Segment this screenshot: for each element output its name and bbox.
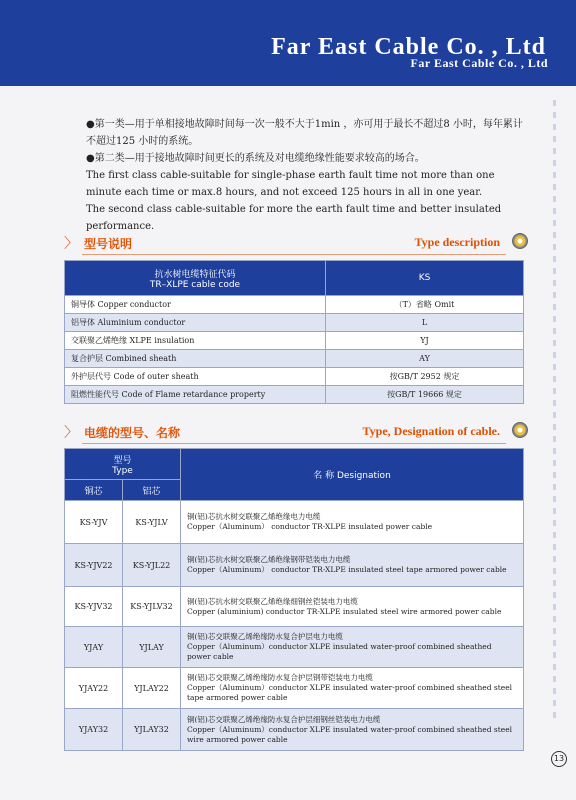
disc-icon [512, 233, 528, 249]
cell-designation [181, 501, 524, 544]
designation-zh: 铜(铝)芯抗水树交联聚乙烯绝缘电力电缆 [187, 512, 321, 521]
table-row [65, 501, 524, 544]
cell-designation [181, 627, 524, 668]
cell-aluminum-type: KS-YJLV [123, 501, 181, 544]
row-code: 按GB/T 19666 规定 [326, 386, 524, 404]
row-name: 阻燃性能代号 Code of Flame retardance property [65, 386, 326, 404]
row-code: （T）省略 Omit [326, 296, 524, 314]
header-copper: 铜芯 [65, 480, 123, 501]
designation-zh: 铜(铝)芯抗水树交联聚乙烯绝缘钢带铠装电力电缆 [187, 555, 351, 564]
table-header-row [65, 449, 524, 480]
decorative-stripe [553, 100, 556, 720]
table-header-row [65, 261, 524, 296]
designation-table [64, 448, 524, 751]
cell-designation [181, 709, 524, 751]
table-row [65, 350, 524, 368]
intro-text [86, 116, 526, 235]
header-code-value: KS [326, 261, 524, 296]
table-row [65, 332, 524, 350]
row-code: YJ [326, 332, 524, 350]
intro-class-two-zh: ●第二类—用于接地故障时间更长的系统及对电缆绝缘性能要求较高的场合。 [86, 153, 425, 164]
designation-en: Copper (aluminium) conductor TR-XLPE insulated steel wire armored power cable [187, 606, 502, 616]
intro-class-one-zh: ●第一类—用于单相接地故障时间每一次一般不大于1min ，亦可用于最长不超过8 小时，每年累计不超过125 小时的系统。 [86, 119, 523, 147]
row-name: 交联聚乙烯绝缘 XLPE insulation [65, 332, 326, 350]
row-code: L [326, 314, 524, 332]
table-row [65, 544, 524, 587]
type-description-table [64, 260, 524, 404]
designation-en: Copper（Aluminum）conductor XLPE insulated water-proof combined sheathed power cable [187, 642, 492, 661]
table-row [65, 386, 524, 404]
cell-copper-type: KS-YJV32 [65, 587, 123, 627]
page-header [0, 0, 576, 86]
row-name: 复合护层 Combined sheath [65, 350, 326, 368]
designation-zh: 铜(铝)芯交联聚乙烯绝缘防水复合护层电力电缆 [187, 632, 343, 641]
company-title: Far East Cable Co. , Ltd [271, 34, 546, 60]
cell-designation [181, 544, 524, 587]
table-row [65, 627, 524, 668]
header-cable-code-zh: 抗水树电缆特征代码 [154, 269, 236, 280]
table-row [65, 314, 524, 332]
designation-zh: 铜(铝)芯抗水树交联聚乙烯绝缘细钢丝铠装电力电缆 [187, 596, 358, 606]
header-cable-code-en: TR–XLPE cable code [149, 279, 241, 290]
cell-designation [181, 668, 524, 709]
section-title-en: Type, Designation of cable. [362, 424, 500, 438]
company-subtitle: Far East Cable Co. , Ltd [410, 56, 548, 70]
section-type-description [64, 234, 510, 254]
header-cable-code [65, 261, 326, 296]
cell-aluminum-type: YJLAY32 [123, 709, 181, 751]
section-underline [82, 443, 506, 444]
cell-aluminum-type: KS-YJLV32 [123, 587, 181, 627]
table-row [65, 296, 524, 314]
header-type [65, 449, 181, 480]
cell-designation [181, 587, 524, 627]
section-title-zh: 型号说明 [84, 237, 133, 251]
row-name: 外护层代号 Code of outer sheath [65, 368, 326, 386]
cell-copper-type: YJAY [65, 627, 123, 668]
section-title-zh: 电缆的型号、名称 [84, 426, 181, 440]
header-type-en: Type [112, 465, 133, 476]
chevron-right-icon: 〉 [64, 425, 78, 441]
section-underline [82, 254, 506, 255]
table-row [65, 668, 524, 709]
intro-class-one-en: The first class cable-suitable for single-phase earth fault time not more than one minute each time or max.8 hours, and not exceed 125 hours in all in one year. [86, 170, 495, 198]
row-code: 按GB/T 2952 规定 [326, 368, 524, 386]
table-row [65, 587, 524, 627]
cell-aluminum-type: YJLAY22 [123, 668, 181, 709]
cell-copper-type: YJAY22 [65, 668, 123, 709]
section-title-en: Type description [414, 235, 500, 249]
designation-zh: 铜(铝)芯交联聚乙烯绝缘防水复合护层钢带铠装电力电缆 [187, 673, 373, 682]
row-name: 铝导体 Aluminium conductor [65, 314, 326, 332]
table-row [65, 368, 524, 386]
header-designation: 名 称 Designation [181, 449, 524, 501]
table-row [65, 709, 524, 751]
header-type-zh: 型号 [113, 455, 132, 466]
cell-copper-type: YJAY32 [65, 709, 123, 751]
section-designation [64, 423, 510, 443]
row-name: 铜导体 Copper conductor [65, 296, 326, 314]
designation-en: Copper（Aluminum） conductor TR-XLPE insulated steel tape armored power cable [187, 565, 507, 574]
header-aluminum: 铝芯 [123, 480, 181, 501]
row-code: AY [326, 350, 524, 368]
cell-copper-type: KS-YJV22 [65, 544, 123, 587]
cell-aluminum-type: YJLAY [123, 627, 181, 668]
designation-en: Copper（Aluminum） conductor TR-XLPE insulated power cable [187, 522, 433, 531]
intro-class-two-en: The second class cable-suitable for more the earth fault time and better insulated performance. [86, 204, 502, 232]
chevron-right-icon: 〉 [64, 236, 78, 252]
designation-en: Copper（Aluminum）conductor XLPE insulated water-proof combined sheathed steel tape armored power cable [187, 683, 513, 702]
designation-en: Copper（Aluminum）conductor XLPE insulated water-proof combined sheathed steel wire armored power cable [187, 724, 513, 744]
page-number: 13 [551, 751, 567, 767]
cell-aluminum-type: KS-YJL22 [123, 544, 181, 587]
disc-icon [512, 422, 528, 438]
designation-zh: 铜(铝)芯交联聚乙烯绝缘防水复合护层细钢丝铠装电力电缆 [187, 714, 381, 724]
cell-copper-type: KS-YJV [65, 501, 123, 544]
